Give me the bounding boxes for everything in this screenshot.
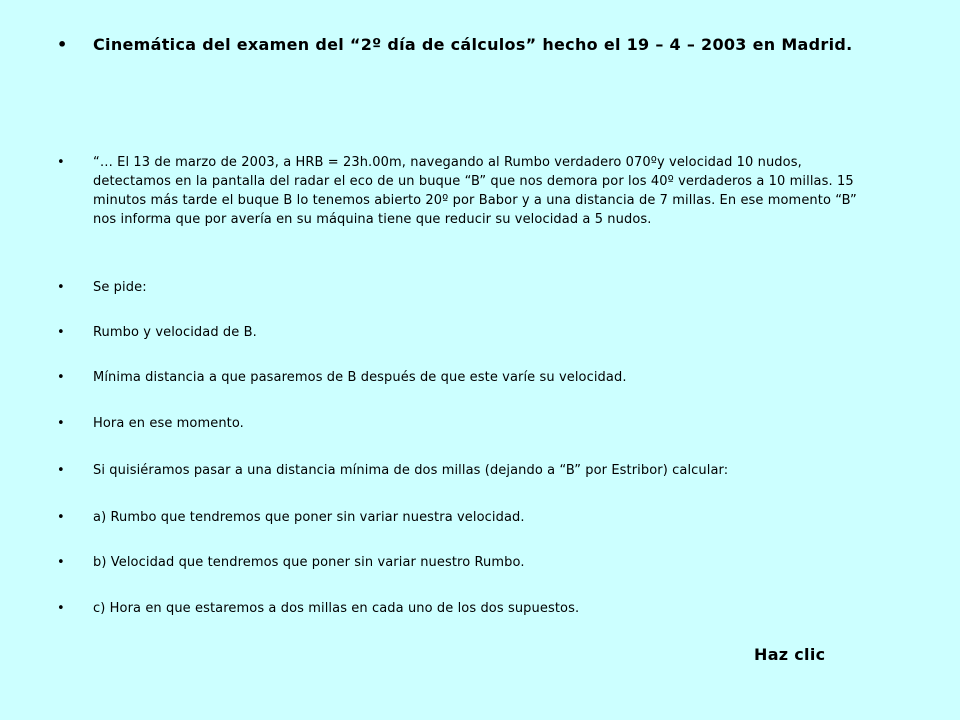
bullet: • [57,555,65,570]
list-item [57,461,857,480]
bullet: • [57,155,65,170]
list-item [57,278,857,297]
bullet: • [57,325,65,340]
list-item-text: c) Hora en que estaremos a dos millas en cada uno de los dos supuestos. [93,601,580,616]
bullet: • [57,35,68,54]
list-item [57,599,857,618]
list-item-text: b) Velocidad que tendremos que poner sin variar nuestro Rumbo. [93,555,525,570]
bullet: • [57,601,65,616]
haz-clic-link[interactable]: Haz clic [754,645,826,664]
bullet: • [57,463,65,478]
problem-statement: “… El 13 de marzo de 2003, a HRB = 23h.00m, navegando al Rumbo verdadero 070ºy velocidad 10 nudos, detectamos en la pantalla del radar el eco de un buque “B” que nos demora por los 40º verdaderos a 10 millas. 15 minutos más tarde el buque B lo tenemos abierto 20º por Babor y a una distancia de 7 millas. En ese momento “B” nos informa que por avería en su máquina tiene que reducir su velocidad a 5 nudos. [93,155,857,227]
list-item [57,368,857,387]
list-item [57,323,857,342]
list-item [57,553,857,572]
list-item [57,414,857,433]
list-item-text: Rumbo y velocidad de B. [93,325,257,340]
bullet: • [57,416,65,431]
list-item-text: Si quisiéramos pasar a una distancia mínima de dos millas (dejando a “B” por Estribor) calcular: [93,463,729,478]
bullet: • [57,280,65,295]
statement-row [57,153,857,229]
list-item-text: Mínima distancia a que pasaremos de B después de que este varíe su velocidad. [93,370,627,385]
list-item [57,508,857,527]
list-item-text: Hora en ese momento. [93,416,244,431]
bullet: • [57,510,65,525]
list-item-text: Se pide: [93,280,147,295]
bullet: • [57,370,65,385]
title-row [57,33,857,57]
list-item-text: a) Rumbo que tendremos que poner sin variar nuestra velocidad. [93,510,525,525]
slide-title: Cinemática del examen del “2º día de cálculos” hecho el 19 – 4 – 2003 en Madrid. [93,35,853,54]
